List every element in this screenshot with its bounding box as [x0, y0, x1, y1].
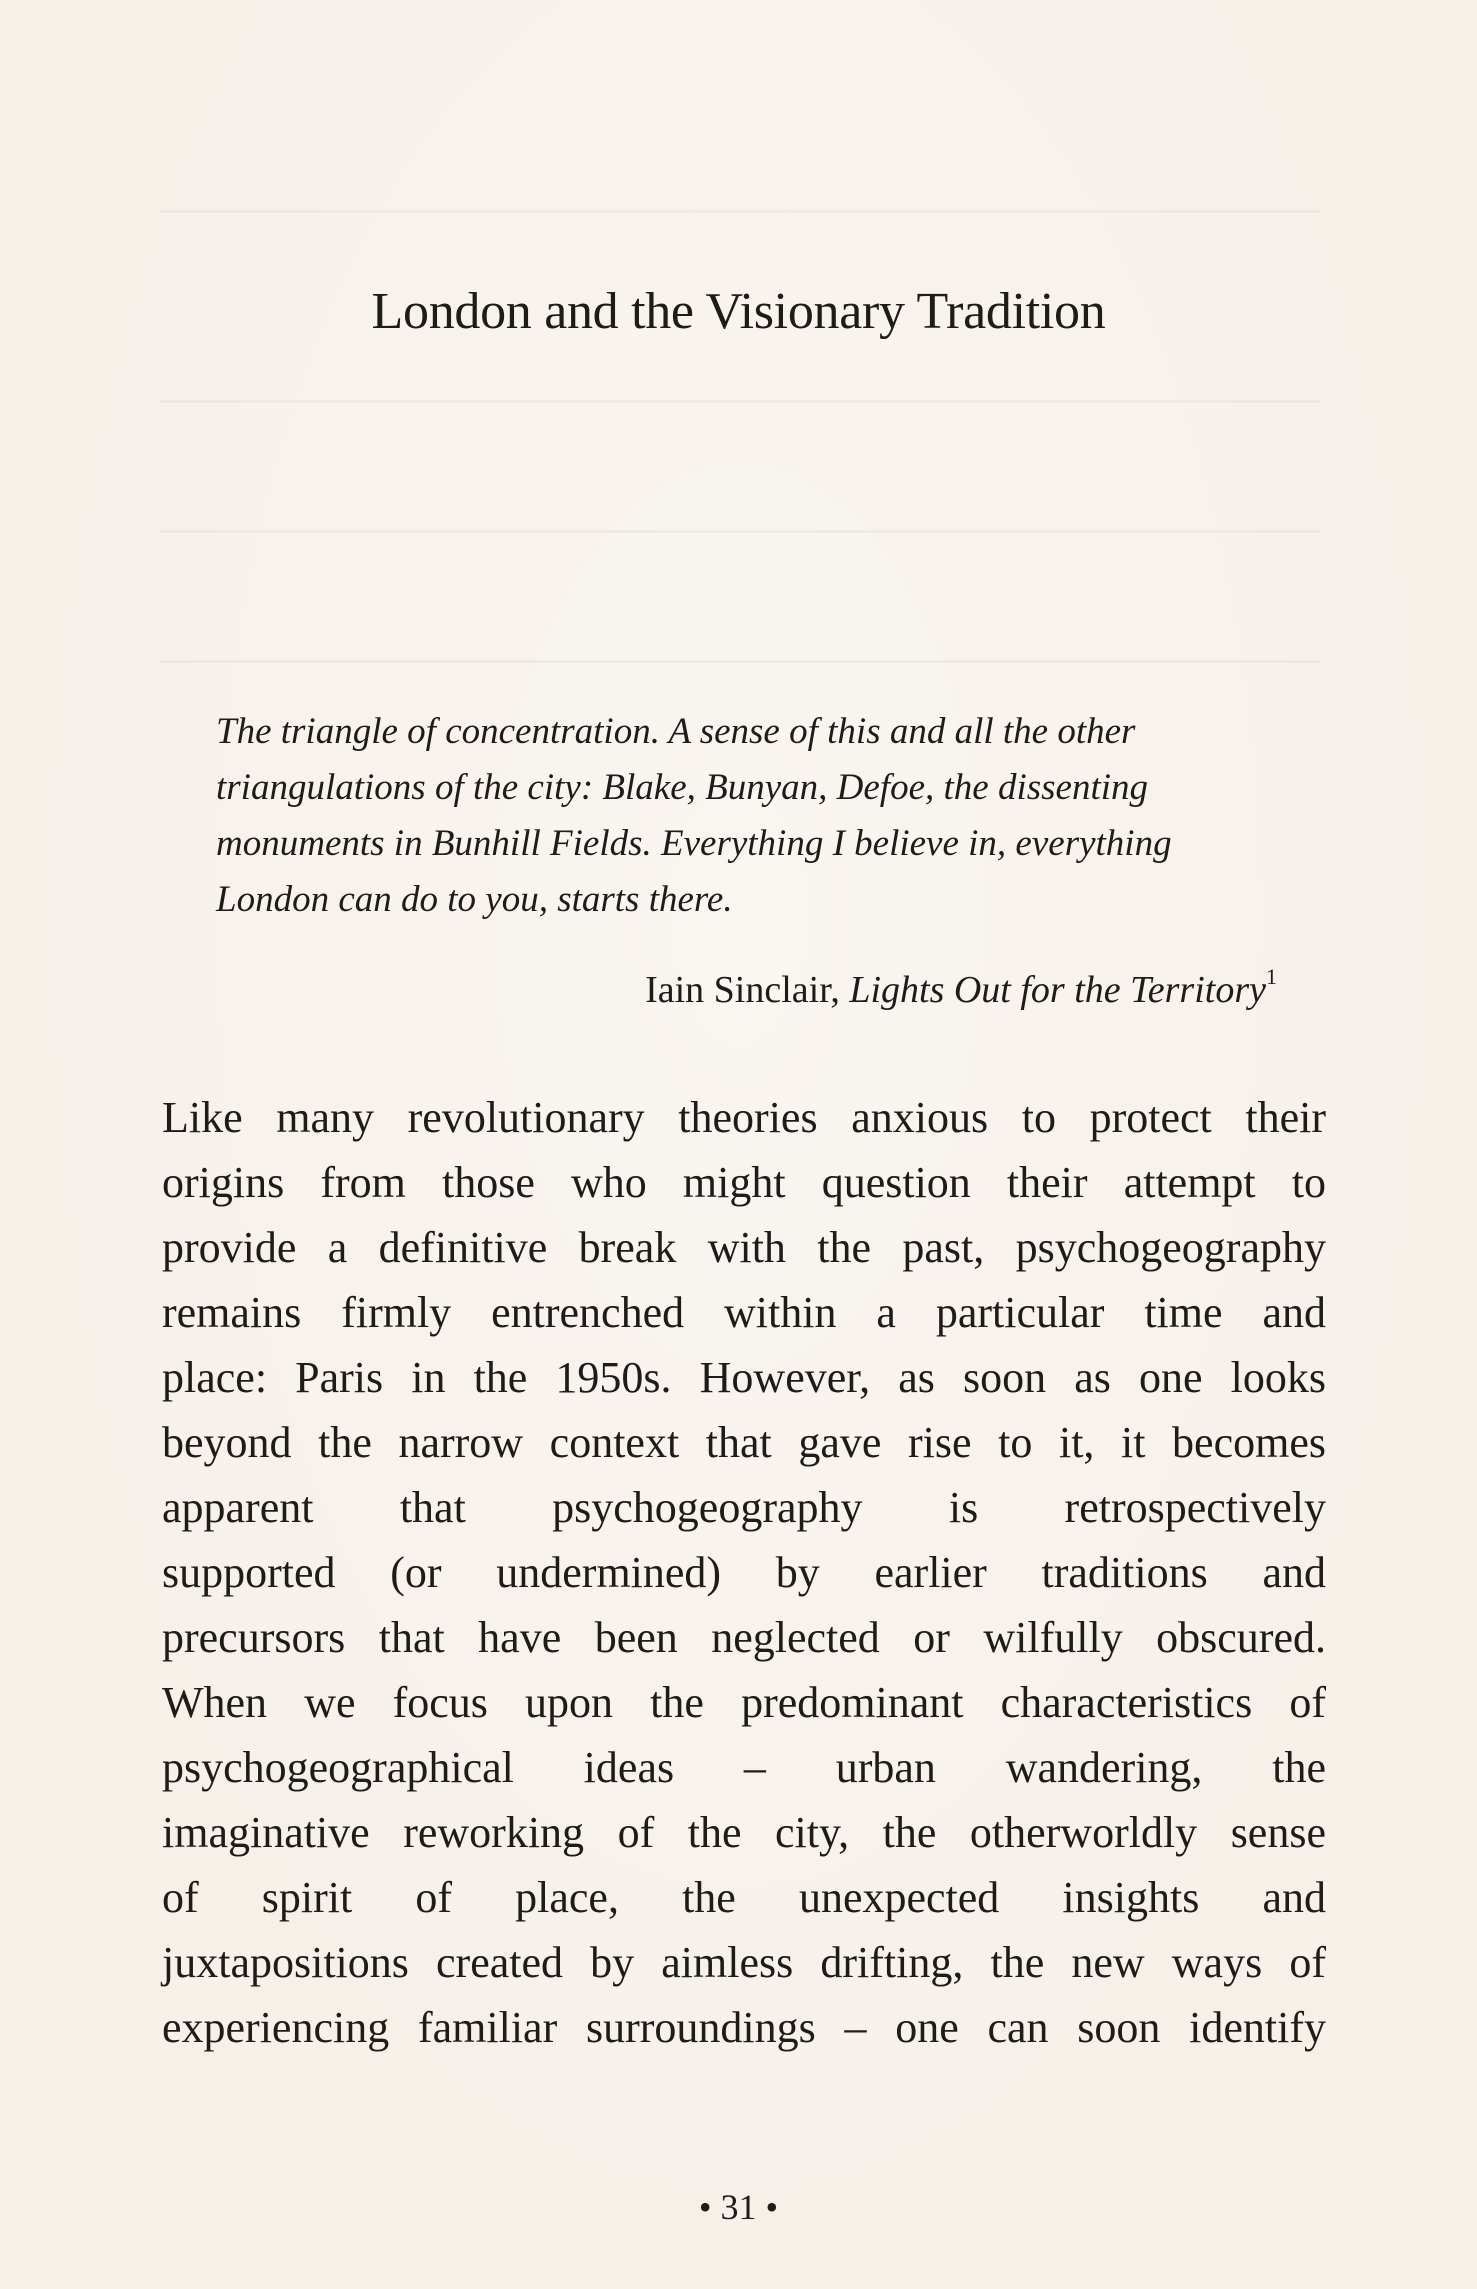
- body-line: When we focus upon the predominant characteristics of: [162, 1678, 1326, 1727]
- body-line: beyond the narrow context that gave rise to it, it becomes: [162, 1418, 1326, 1467]
- body-line: provide a definitive break with the past, psychogeography: [162, 1223, 1326, 1272]
- epigraph-attribution: [645, 964, 1277, 1012]
- body-line: apparent that psychogeography is retrospectively: [162, 1483, 1326, 1532]
- epigraph: [216, 704, 1276, 928]
- body-line: psychogeographical ideas – urban wandering, the: [162, 1743, 1326, 1792]
- body-line: remains firmly entrenched within a particular time and: [162, 1288, 1326, 1337]
- body-line: origins from those who might question their attempt to: [162, 1158, 1326, 1207]
- body-line: of spirit of place, the unexpected insights and: [162, 1873, 1326, 1922]
- epigraph-line: triangulations of the city: Blake, Bunyan, Defoe, the dissenting: [216, 767, 1149, 808]
- bleed-through-line: [160, 400, 1320, 403]
- bleed-through-line: [160, 530, 1320, 533]
- body-line: precursors that have been neglected or wilfully obscured.: [162, 1613, 1326, 1662]
- body-paragraph: [162, 1085, 1326, 2060]
- epigraph-line: monuments in Bunhill Fields. Everything I believe in, everything: [216, 823, 1172, 864]
- body-line: Like many revolutionary theories anxious to protect their: [162, 1093, 1326, 1142]
- epigraph-work-title: Lights Out for the Territory: [849, 969, 1266, 1011]
- bleed-through-line: [160, 210, 1320, 213]
- epigraph-line: London can do to you, starts there.: [216, 879, 733, 920]
- epigraph-line: The triangle of concentration. A sense of this and all the other: [216, 711, 1136, 752]
- body-line: experiencing familiar surroundings – one can soon identify: [162, 2003, 1326, 2052]
- bleed-through-line: [160, 660, 1320, 663]
- page-number: • 31 •: [698, 2187, 779, 2227]
- body-line: place: Paris in the 1950s. However, as soon as one looks: [162, 1353, 1326, 1402]
- chapter-title: London and the Visionary Tradition: [371, 283, 1106, 340]
- body-line: imaginative reworking of the city, the otherworldly sense: [162, 1808, 1326, 1857]
- body-line: supported (or undermined) by earlier traditions and: [162, 1548, 1326, 1597]
- body-line: juxtapositions created by aimless drifting, the new ways of: [162, 1938, 1326, 1987]
- epigraph-author: Iain Sinclair,: [645, 969, 840, 1011]
- footnote-reference: 1: [1266, 964, 1277, 989]
